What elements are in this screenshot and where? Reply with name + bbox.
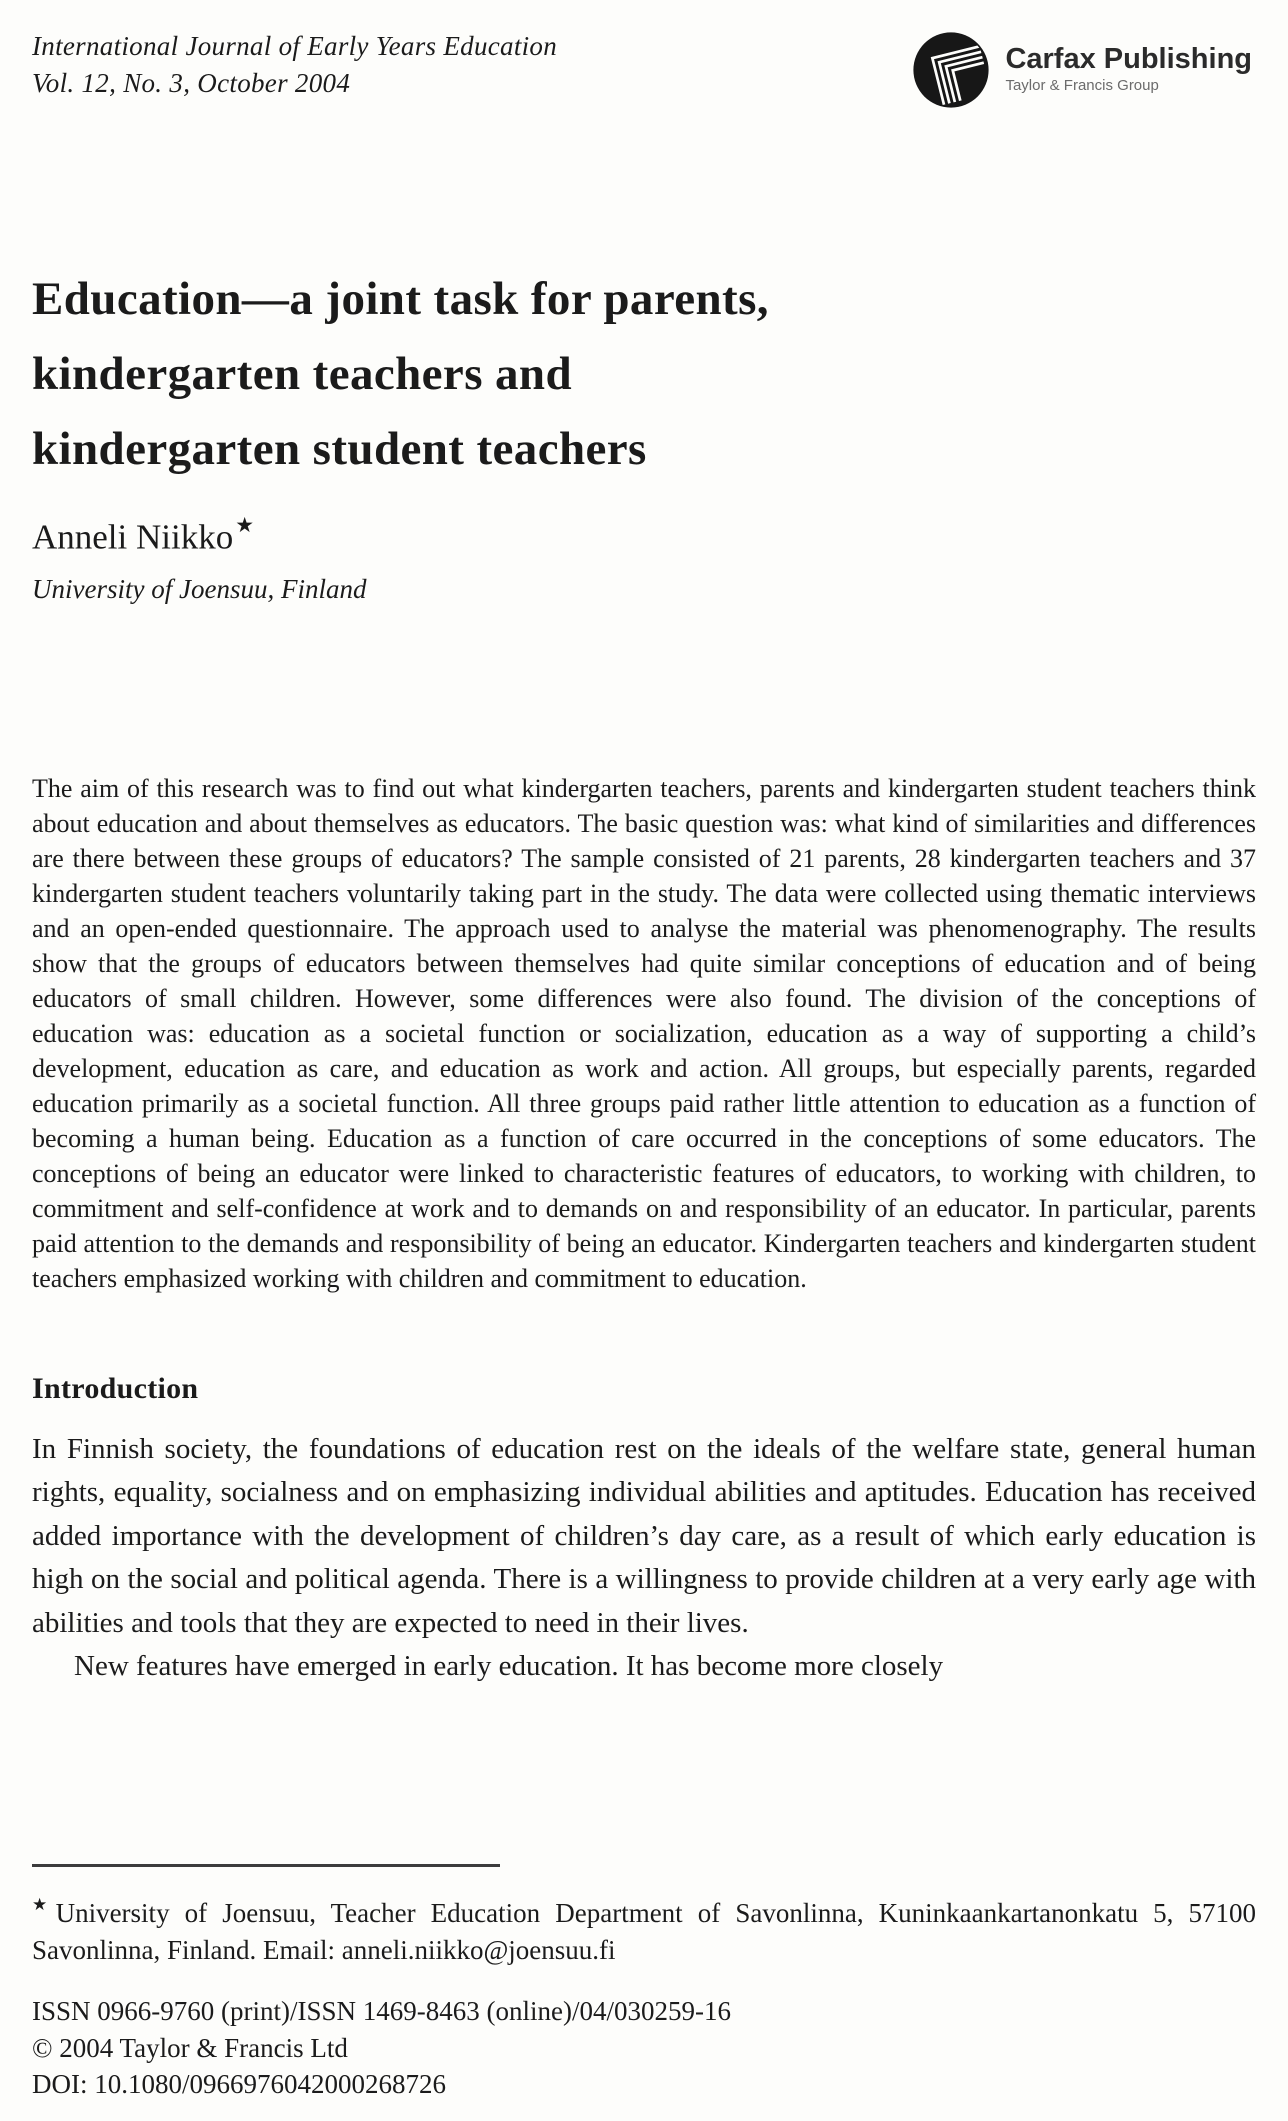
masthead — [32, 28, 1256, 130]
author-footnote-mark: ★ — [235, 513, 255, 537]
page-footer — [32, 1864, 1256, 2103]
article-title-line-1: Education—a joint task for parents, — [32, 273, 769, 325]
journal-info — [32, 28, 557, 102]
journal-title: International Journal of Early Years Education — [32, 31, 558, 61]
journal-issue: Vol. 12, No. 3, October 2004 — [32, 68, 351, 98]
imprint-block — [32, 1993, 1256, 2103]
abstract-paragraph: The aim of this research was to find out what kindergarten teachers, parents and kindergarten student teachers think about education and about themselves as educators. The basic question was: what kind of similarities and differences are there between these groups of educators? The sample consisted of 21 parents, 28 kindergarten teachers and 37 kindergarten student teachers voluntarily taking part in the study. The data were collected using thematic interviews and an open-ended questionnaire. The approach used to analyse the material was phenomenography. The results show that the groups of educators between themselves had quite similar conceptions of education and of being educators of small children. However, some differences were also found. The division of the conceptions of education was: education as a societal function or socialization, education as a way of supporting a child’s development, education as care, and education as work and action. All groups, but especially parents, regarded education primarily as a societal function. All three groups paid rather little attention to education as a function of becoming a human being. Education as a function of care occurred in the conceptions of some educators. The conceptions of being an educator were linked to characteristic features of educators, to working with children, to commitment and self-confidence at work and to demands on and responsibility of an educator. In particular, parents paid attention to the demands and responsibility of being an educator. Kindergarten teachers and kindergarten student teachers emphasized working with children and commitment to education. — [32, 773, 1256, 1293]
article-title — [32, 262, 1256, 487]
article-title-line-2: kindergarten teachers and — [32, 348, 573, 400]
publisher-name: Carfax Publishing — [1005, 43, 1252, 75]
publisher-group: Taylor & Francis Group — [1005, 77, 1159, 94]
footnote-mark: ★ — [32, 1895, 56, 1915]
author-line — [32, 513, 1256, 558]
author-affiliation: University of Joensuu, Finland — [32, 573, 367, 604]
footnote-separator — [32, 1864, 500, 1867]
intro-paragraph-2: New features have emerged in early education. It has become more closely — [74, 1650, 944, 1683]
article-title-line-3: kindergarten student teachers — [32, 423, 647, 475]
carfax-logo-icon — [911, 30, 991, 110]
publisher-text — [1005, 30, 1252, 94]
publisher-block — [911, 30, 1252, 110]
copyright-line: © 2004 Taylor & Francis Ltd — [32, 2032, 348, 2063]
doi-line: DOI: 10.1080/0966976042000268726 — [32, 2069, 446, 2099]
author-name: Anneli Niikko — [32, 517, 234, 557]
issn-line: ISSN 0966-9760 (print)/ISSN 1469-8463 (online)/04/030259-16 — [32, 1996, 731, 2026]
intro-paragraph-1: In Finnish society, the foundations of education rest on the ideals of the welfare state, general human rights, equality, socialness and on emphasizing individual abilities and aptitudes. Education has received added importance with the development of children’s day care, as a result of which early education is high on the social and political agenda. There is a willingness to provide children at a very early age with abilities and tools that they are expected to need in their lives. — [32, 1432, 1256, 1639]
footnote-text — [32, 1889, 1256, 1969]
footnote-body: University of Joensuu, Teacher Education Department of Savonlinna, Kuninkaankartanonkatu 5, 57100 Savonlinna, Finland. Email: anneli.niikko@joensuu.fi — [32, 1898, 1256, 1965]
section-heading-introduction: Introduction — [32, 1371, 199, 1405]
